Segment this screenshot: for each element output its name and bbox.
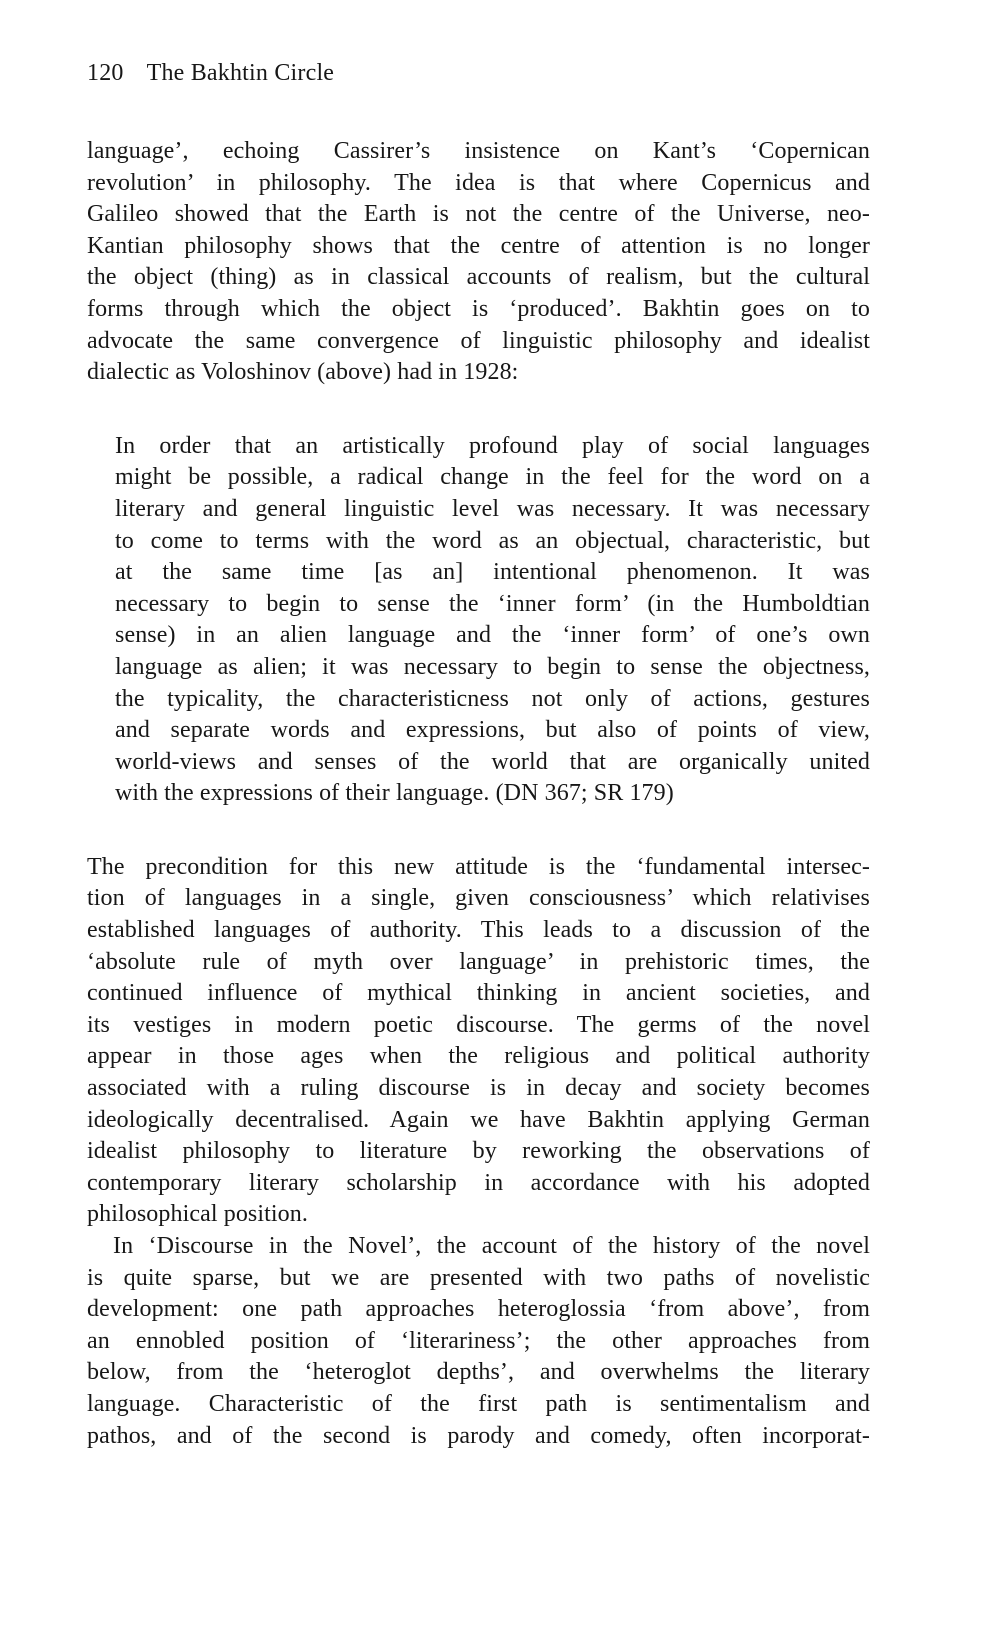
text-line: is quite sparse, but we are presented with two paths of novelistic (87, 1264, 870, 1291)
running-title: The Bakhtin Circle (146, 60, 335, 86)
text-line: and separate words and expressions, but also of points of view, (115, 717, 870, 744)
text-line: forms through which the object is ‘produced’. Bakhtin goes on to (87, 295, 870, 322)
text-line: Kantian philosophy shows that the centre of attention is no longer (87, 232, 870, 259)
page-content (87, 136, 870, 1452)
text-line: an ennobled position of ‘literariness’; the other approaches from (87, 1327, 870, 1354)
running-header (87, 60, 334, 87)
text-line: the object (thing) as in classical accounts of realism, but the cultural (87, 264, 870, 291)
text-line: Galileo showed that the Earth is not the centre of the Universe, neo- (87, 201, 870, 228)
text-line: tion of languages in a single, given consciousness’ which relativises (87, 885, 870, 912)
text-line: In ‘Discourse in the Novel’, the account of the history of the novel (113, 1233, 870, 1259)
text-line: below, from the ‘heteroglot depths’, and overwhelms the literary (87, 1359, 870, 1386)
text-line: language as alien; it was necessary to begin to sense the objectness, (115, 653, 870, 680)
text-line: to come to terms with the word as an objectual, characteristic, but (115, 527, 870, 554)
page-number: 120 (87, 60, 124, 86)
text-line: with the expressions of their language. (DN 367; SR 179) (115, 780, 674, 807)
text-line: language. Characteristic of the first path is sentimentalism and (87, 1390, 870, 1417)
text-line: at the same time [as an] intentional phenomenon. It was (115, 559, 870, 586)
text-line: advocate the same convergence of linguistic philosophy and idealist (87, 327, 870, 354)
paragraph-precondition (87, 852, 870, 1231)
text-line: associated with a ruling discourse is in decay and society becomes (87, 1075, 870, 1102)
paragraph-continued (87, 136, 870, 389)
text-line: language’, echoing Cassirer’s insistence on Kant’s ‘Copernican (87, 138, 870, 164)
text-line: In order that an artistically profound play of social languages (115, 432, 870, 459)
text-line: world-views and senses of the world that are organically united (115, 748, 870, 775)
text-line: sense) in an alien language and the ‘inner form’ of one’s own (115, 622, 870, 649)
text-line: established languages of authority. This leads to a discussion of the (87, 917, 870, 944)
text-line: philosophical position. (87, 1201, 308, 1228)
text-line: the typicality, the characteristicness not only of actions, gestures (115, 685, 870, 712)
text-line: ‘absolute rule of myth over language’ in prehistoric times, the (87, 948, 870, 975)
text-line: continued influence of mythical thinking in ancient societies, and (87, 980, 870, 1007)
text-line: revolution’ in philosophy. The idea is that where Copernicus and (87, 169, 870, 196)
paragraph-discourse-in-the-novel (87, 1231, 870, 1452)
text-line: appear in those ages when the religious and political authority (87, 1043, 870, 1070)
text-line: might be possible, a radical change in the feel for the word on a (115, 464, 870, 491)
text-line: idealist philosophy to literature by reworking the observations of (87, 1138, 870, 1165)
text-line: its vestiges in modern poetic discourse. The germs of the novel (87, 1011, 870, 1038)
text-line: necessary to begin to sense the ‘inner form’ (in the Humboldtian (115, 590, 870, 617)
block-quote (115, 431, 870, 810)
text-line: dialectic as Voloshinov (above) had in 1928: (87, 359, 519, 386)
text-line: ideologically decentralised. Again we have Bakhtin applying German (87, 1106, 870, 1133)
text-line: contemporary literary scholarship in accordance with his adopted (87, 1169, 870, 1196)
text-line: literary and general linguistic level was necessary. It was necessary (115, 495, 870, 522)
text-line: development: one path approaches heteroglossia ‘from above’, from (87, 1296, 870, 1323)
text-line: pathos, and of the second is parody and comedy, often incorporat- (87, 1422, 870, 1449)
text-line: The precondition for this new attitude is the ‘fundamental intersec- (87, 853, 870, 880)
